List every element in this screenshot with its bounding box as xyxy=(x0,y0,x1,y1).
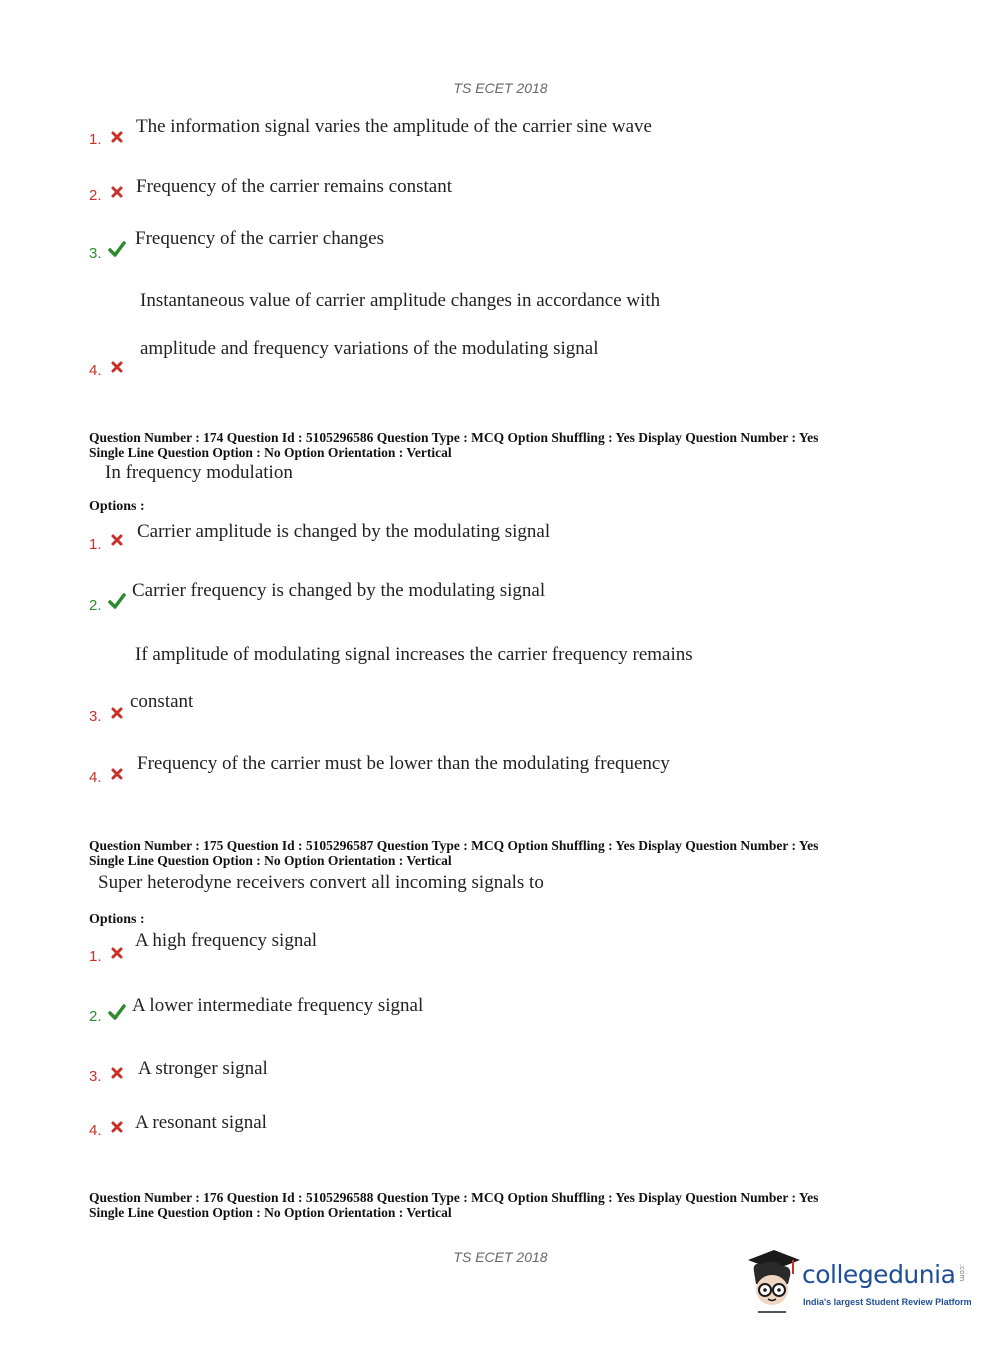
option-text-line: amplitude and frequency variations of the modulating signal xyxy=(140,338,599,359)
option-number: 4. xyxy=(89,1122,102,1139)
correct-check-icon xyxy=(108,241,126,257)
question-meta: Single Line Question Option : No Option Orientation : Vertical xyxy=(89,853,452,868)
question-meta: Question Number : 174 Question Id : 5105296586 Question Type : MCQ Option Shuffling : Yes Display Question Number : Yes xyxy=(89,430,819,445)
option-text: Carrier amplitude is changed by the modulating signal xyxy=(137,521,551,542)
wrong-cross-icon xyxy=(110,706,124,720)
wrong-cross-icon xyxy=(110,533,124,547)
question-meta: Single Line Question Option : No Option Orientation : Vertical xyxy=(89,1205,452,1220)
option-text-line: Instantaneous value of carrier amplitude changes in accordance with xyxy=(140,290,661,311)
option-text-line: constant xyxy=(130,691,194,712)
page-footer: TS ECET 2018 xyxy=(453,1249,548,1265)
question-meta: Question Number : 176 Question Id : 5105296588 Question Type : MCQ Option Shuffling : Yes Display Question Number : Yes xyxy=(89,1190,819,1205)
option-number: 3. xyxy=(89,708,102,725)
option-number: 3. xyxy=(89,1068,102,1085)
option-number: 1. xyxy=(89,131,102,148)
options-label: Options : xyxy=(89,499,145,514)
option-text: Frequency of the carrier remains constant xyxy=(136,176,453,197)
option-number: 2. xyxy=(89,597,102,614)
question-meta: Single Line Question Option : No Option Orientation : Vertical xyxy=(89,445,452,460)
wrong-cross-icon xyxy=(110,130,124,144)
question-meta: Question Number : 175 Question Id : 5105296587 Question Type : MCQ Option Shuffling : Yes Display Question Number : Yes xyxy=(89,838,819,853)
option-number: 3. xyxy=(89,245,102,262)
option-number: 1. xyxy=(89,536,102,553)
option-number: 2. xyxy=(89,187,102,204)
option-text: Frequency of the carrier must be lower than the modulating frequency xyxy=(137,753,670,774)
option-text: A lower intermediate frequency signal xyxy=(132,995,424,1016)
option-text: A resonant signal xyxy=(135,1112,267,1133)
wrong-cross-icon xyxy=(110,1120,124,1134)
option-text: The information signal varies the amplitude of the carrier sine wave xyxy=(136,116,652,137)
option-text: Carrier frequency is changed by the modulating signal xyxy=(132,580,546,601)
mascot-icon xyxy=(742,1248,802,1318)
question-text: In frequency modulation xyxy=(105,462,293,483)
collegedunia-logo xyxy=(742,1248,972,1318)
wrong-cross-icon xyxy=(110,767,124,781)
brand-tagline: India's largest Student Review Platform xyxy=(803,1297,972,1307)
correct-check-icon xyxy=(108,593,126,609)
correct-check-icon xyxy=(108,1004,126,1020)
option-text: Frequency of the carrier changes xyxy=(135,228,384,249)
option-text: A stronger signal xyxy=(138,1058,268,1079)
wrong-cross-icon xyxy=(110,1066,124,1080)
option-number: 4. xyxy=(89,769,102,786)
brand-suffix: .com xyxy=(958,1264,966,1282)
brand-name: collegedunia xyxy=(802,1260,956,1289)
options-label: Options : xyxy=(89,912,145,927)
question-text: Super heterodyne receivers convert all incoming signals to xyxy=(98,872,544,893)
option-number: 2. xyxy=(89,1008,102,1025)
option-number: 4. xyxy=(89,362,102,379)
option-text: A high frequency signal xyxy=(135,930,318,951)
wrong-cross-icon xyxy=(110,185,124,199)
wrong-cross-icon xyxy=(110,360,124,374)
page-header: TS ECET 2018 xyxy=(453,80,548,96)
option-text-line: If amplitude of modulating signal increases the carrier frequency remains xyxy=(135,644,693,665)
option-number: 1. xyxy=(89,948,102,965)
wrong-cross-icon xyxy=(110,946,124,960)
